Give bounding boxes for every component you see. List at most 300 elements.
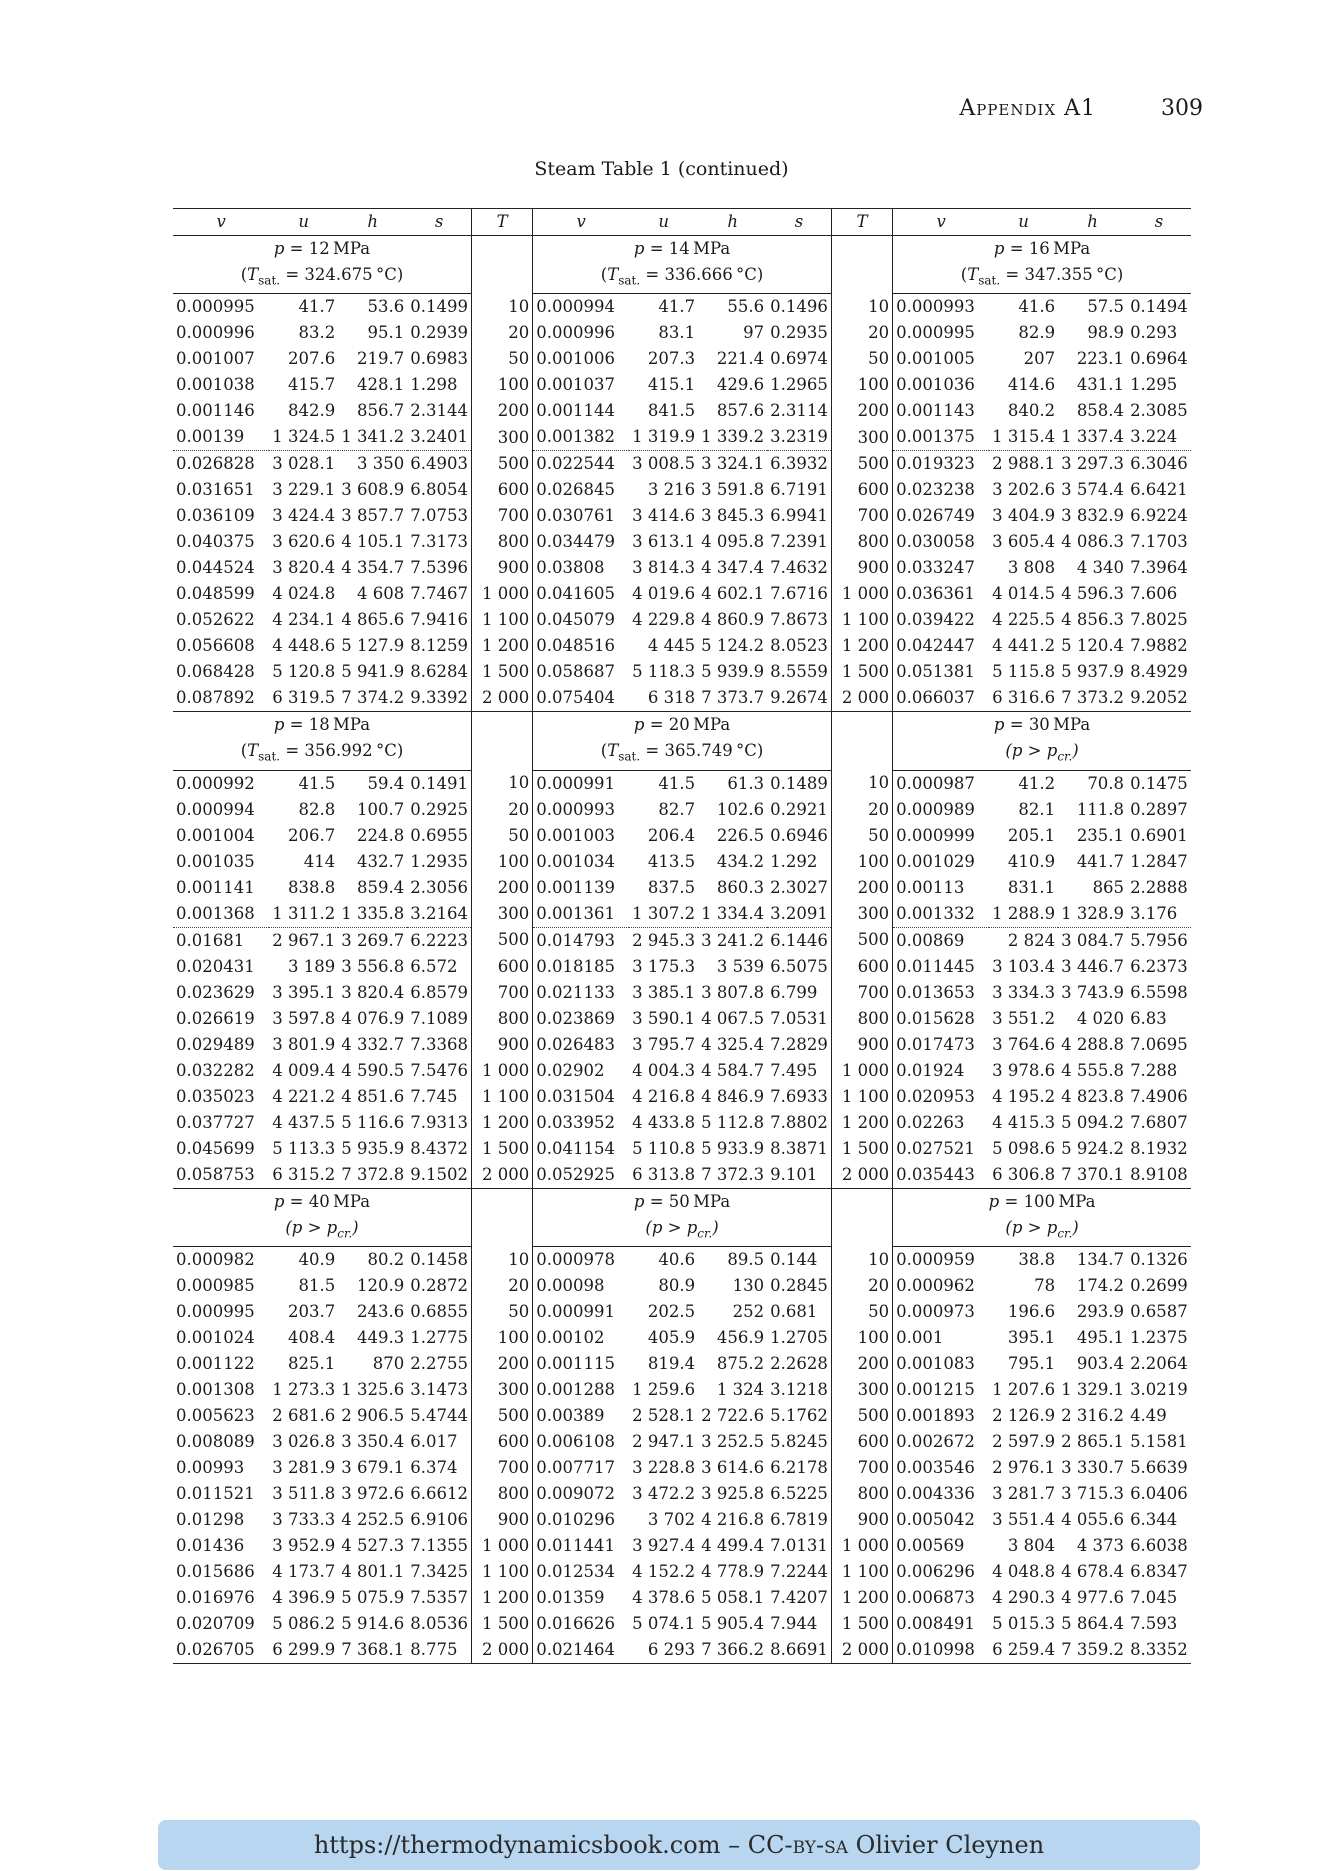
cell-T: 50 bbox=[471, 1299, 532, 1325]
cell-s: 7.593 bbox=[1130, 1613, 1178, 1633]
cell-h: 3 925.8 bbox=[701, 1483, 765, 1503]
cell-s: 0.1489 bbox=[767, 770, 831, 797]
pressure-symbol: p bbox=[633, 1191, 645, 1211]
cell-s: 8.4929 bbox=[1130, 662, 1188, 682]
pressure-value: 50 bbox=[668, 1191, 690, 1211]
cell-s: 0.6983 bbox=[407, 346, 471, 372]
cell-s: 6.6038 bbox=[1130, 1535, 1188, 1555]
pressure-symbol: p bbox=[633, 239, 645, 258]
condition-label bbox=[173, 1215, 471, 1247]
cell-u: 3 228.8 bbox=[632, 1457, 696, 1477]
cell-s: 0.2872 bbox=[407, 1273, 471, 1299]
table-row bbox=[173, 294, 1191, 321]
cell-T: 800 bbox=[831, 1481, 892, 1507]
col-s: s bbox=[407, 209, 471, 236]
cell-T: 200 bbox=[471, 398, 532, 424]
cell-s: 6.6612 bbox=[407, 1481, 471, 1507]
cell-s: 6.2223 bbox=[407, 927, 471, 954]
cell-T: 20 bbox=[471, 320, 532, 346]
cell-s: 6.8347 bbox=[1130, 1561, 1188, 1581]
cell-s: 7.3368 bbox=[407, 1032, 471, 1058]
cell-u: 207 bbox=[1023, 349, 1056, 369]
cell-h: 4 590.5 bbox=[341, 1060, 405, 1080]
cell-s: 8.4372 bbox=[407, 1136, 471, 1162]
cell-s: 0.2939 bbox=[407, 320, 471, 346]
cell-s: 1.2935 bbox=[407, 849, 471, 875]
cell-u: 6 316.6 bbox=[989, 685, 1058, 712]
cell-u: 3 424.4 bbox=[272, 506, 336, 526]
cell-T: 10 bbox=[831, 770, 892, 797]
cell-u: 40.9 bbox=[269, 1246, 338, 1273]
cell-T: 200 bbox=[471, 1351, 532, 1377]
pressure-row bbox=[173, 236, 1191, 263]
cell-s: 8.9108 bbox=[1127, 1162, 1191, 1189]
cell-h: 3 084.7 bbox=[1058, 927, 1127, 954]
cell-h: 80.2 bbox=[338, 1246, 407, 1273]
cell-u: 1 273.3 bbox=[272, 1379, 336, 1399]
cell-v: 0.001141 bbox=[176, 877, 255, 897]
cell-u: 2 126.9 bbox=[992, 1405, 1056, 1425]
cell-h: 7 368.1 bbox=[338, 1637, 407, 1664]
cell-s: 1.292 bbox=[767, 849, 831, 875]
cell-h: 100.7 bbox=[356, 799, 405, 819]
cell-s: 7.3425 bbox=[407, 1559, 471, 1585]
cell-v: 0.000959 bbox=[893, 1246, 989, 1273]
cell-h: 5 864.4 bbox=[1061, 1613, 1125, 1633]
cell-s: 6.5598 bbox=[1130, 982, 1188, 1002]
cell-s: 7.606 bbox=[1130, 584, 1178, 604]
cell-T: 700 bbox=[471, 503, 532, 529]
cell-h: 7 373.7 bbox=[698, 685, 767, 712]
cell-u: 2 597.9 bbox=[992, 1431, 1056, 1451]
cell-h: 3 591.8 bbox=[701, 480, 765, 500]
cell-h: 4 340 bbox=[1076, 558, 1125, 578]
temperature-spacer bbox=[471, 1215, 532, 1247]
cell-h: 4 846.9 bbox=[701, 1086, 765, 1106]
condition-label bbox=[893, 1215, 1191, 1247]
cell-s: 8.6284 bbox=[407, 659, 471, 685]
cell-v: 0.041605 bbox=[536, 584, 615, 604]
cell-v: 0.018185 bbox=[536, 956, 615, 976]
cell-u: 207.3 bbox=[647, 349, 696, 369]
cell-v: 0.010296 bbox=[536, 1509, 615, 1529]
cell-v: 0.026705 bbox=[173, 1637, 269, 1664]
cell-s: 5.7956 bbox=[1127, 927, 1191, 954]
cell-v: 0.011441 bbox=[536, 1535, 615, 1555]
cell-u: 6 313.8 bbox=[629, 1162, 698, 1189]
table-row bbox=[173, 503, 1191, 529]
cell-h: 856.7 bbox=[356, 401, 405, 421]
cell-T: 1 500 bbox=[471, 659, 532, 685]
cell-T: 1 200 bbox=[471, 633, 532, 659]
cell-v: 0.001893 bbox=[896, 1405, 975, 1425]
cell-v: 0.023238 bbox=[896, 480, 975, 500]
col-h: h bbox=[1058, 209, 1127, 236]
cell-u: 4 024.8 bbox=[272, 584, 336, 604]
cell-u: 207.6 bbox=[287, 349, 336, 369]
cell-s: 8.1259 bbox=[407, 633, 471, 659]
cell-s: 7.0753 bbox=[407, 503, 471, 529]
cell-h: 2 906.5 bbox=[341, 1405, 405, 1425]
cell-v: 0.036109 bbox=[176, 506, 255, 526]
cell-s: 1.2965 bbox=[767, 372, 831, 398]
table-row bbox=[173, 1058, 1191, 1084]
cell-T: 1 100 bbox=[831, 607, 892, 633]
cell-u: 408.4 bbox=[287, 1327, 336, 1347]
table-row bbox=[173, 1084, 1191, 1110]
cell-v: 0.016626 bbox=[536, 1613, 615, 1633]
cell-h: 5 124.2 bbox=[701, 636, 765, 656]
cell-u: 3 814.3 bbox=[632, 558, 696, 578]
cell-T: 2 000 bbox=[471, 1162, 532, 1189]
cell-h: 860.3 bbox=[716, 877, 765, 897]
table-row bbox=[173, 320, 1191, 346]
cell-u: 3 385.1 bbox=[632, 982, 696, 1002]
table-row bbox=[173, 954, 1191, 980]
cell-u: 4 448.6 bbox=[272, 636, 336, 656]
tsat-symbol: $T_{sat.}$ bbox=[967, 265, 1001, 288]
cell-v: 0.020431 bbox=[176, 956, 255, 976]
temperature-spacer bbox=[471, 236, 532, 263]
cell-T: 300 bbox=[471, 901, 532, 928]
cell-s: 0.6587 bbox=[1130, 1301, 1188, 1321]
cell-h: 5 941.9 bbox=[341, 662, 405, 682]
cell-T: 10 bbox=[471, 770, 532, 797]
cell-T: 10 bbox=[471, 1246, 532, 1273]
temperature-spacer bbox=[831, 262, 892, 294]
cell-v: 0.001034 bbox=[536, 851, 615, 871]
cell-T: 1 100 bbox=[471, 1084, 532, 1110]
cell-T: 500 bbox=[831, 451, 892, 478]
cell-h: 3 574.4 bbox=[1061, 480, 1125, 500]
cell-u: 196.6 bbox=[1007, 1301, 1056, 1321]
cell-h: 3 556.8 bbox=[341, 956, 405, 976]
pressure-label: p = 18 MPa bbox=[173, 712, 471, 739]
cell-T: 50 bbox=[831, 1299, 892, 1325]
cell-v: 0.001368 bbox=[176, 903, 255, 923]
cell-u: 3 175.3 bbox=[632, 956, 696, 976]
cell-T: 1 500 bbox=[471, 1611, 532, 1637]
cell-v: 0.015686 bbox=[176, 1561, 255, 1581]
cell-s: 3.176 bbox=[1130, 903, 1178, 923]
cell-s: 8.3352 bbox=[1127, 1637, 1191, 1664]
cell-u: 4 441.2 bbox=[992, 636, 1056, 656]
cell-v: 0.048516 bbox=[536, 636, 615, 656]
cell-v: 0.02902 bbox=[536, 1060, 605, 1080]
table-row bbox=[173, 451, 1191, 478]
column-header-row bbox=[173, 209, 1191, 236]
cell-v: 0.016976 bbox=[176, 1587, 255, 1607]
col-s: s bbox=[1127, 209, 1191, 236]
cell-s: 0.144 bbox=[767, 1246, 831, 1273]
cell-v: 0.026749 bbox=[896, 506, 975, 526]
tsat-value: 356.992 bbox=[304, 741, 373, 761]
cell-v: 0.00869 bbox=[893, 927, 989, 954]
cell-s: 7.6716 bbox=[767, 581, 831, 607]
pressure-symbol: p bbox=[273, 239, 285, 258]
cell-v: 0.000993 bbox=[896, 297, 975, 317]
cell-h: 875.2 bbox=[716, 1353, 765, 1373]
cell-u: 3 189 bbox=[287, 956, 336, 976]
footer-author: Olivier Cleynen bbox=[848, 1831, 1045, 1859]
cell-h: 4 067.5 bbox=[701, 1008, 765, 1028]
col-v: v bbox=[893, 209, 989, 236]
cell-T: 600 bbox=[831, 1429, 892, 1455]
footer-separator: – bbox=[720, 1831, 748, 1859]
cell-v: 0.087892 bbox=[173, 685, 269, 712]
cell-u: 82.9 bbox=[1018, 323, 1056, 343]
cell-s: 2.2628 bbox=[767, 1351, 831, 1377]
cell-s: 6.83 bbox=[1130, 1008, 1167, 1028]
cell-T: 1 000 bbox=[471, 581, 532, 607]
cell-h: 1 329.1 bbox=[1061, 1379, 1125, 1399]
pressure-label: p = 16 MPa bbox=[993, 239, 1091, 258]
cell-u: 3 927.4 bbox=[632, 1535, 696, 1555]
cell-v: 0.001037 bbox=[536, 375, 615, 395]
cell-v: 0.052925 bbox=[533, 1162, 629, 1189]
cell-s: 7.6807 bbox=[1130, 1112, 1188, 1132]
cell-s: 7.745 bbox=[407, 1084, 471, 1110]
cell-s: 0.2935 bbox=[767, 320, 831, 346]
cell-v: 0.026483 bbox=[536, 1034, 615, 1054]
temperature-spacer bbox=[831, 236, 892, 263]
cell-h: 3 972.6 bbox=[341, 1483, 405, 1503]
cell-s: 6.799 bbox=[767, 980, 831, 1006]
cell-v: 0.001215 bbox=[896, 1379, 975, 1399]
table-row bbox=[173, 372, 1191, 398]
cell-u: 41.5 bbox=[658, 773, 696, 793]
pressure-row bbox=[173, 712, 1191, 739]
cell-u: 4 225.5 bbox=[992, 610, 1056, 630]
table-row bbox=[173, 346, 1191, 372]
cell-h: 4 332.7 bbox=[341, 1034, 405, 1054]
cell-u: 3 202.6 bbox=[992, 480, 1056, 500]
cell-u: 5 118.3 bbox=[632, 662, 696, 682]
cell-T: 300 bbox=[831, 901, 892, 928]
cell-v: 0.000962 bbox=[896, 1275, 975, 1295]
cell-v: 0.011521 bbox=[176, 1483, 255, 1503]
temperature-spacer bbox=[471, 738, 532, 770]
cell-T: 200 bbox=[831, 875, 892, 901]
temperature-spacer bbox=[831, 712, 892, 739]
table-row bbox=[173, 659, 1191, 685]
table-row bbox=[173, 1533, 1191, 1559]
cell-v: 0.000991 bbox=[536, 773, 615, 793]
cell-h: 5 120.4 bbox=[1061, 636, 1125, 656]
cell-T: 1 200 bbox=[831, 633, 892, 659]
cell-h: 5 075.9 bbox=[341, 1587, 405, 1607]
table-row bbox=[173, 823, 1191, 849]
cell-h: 858.4 bbox=[1076, 401, 1125, 421]
cell-s: 0.2845 bbox=[767, 1273, 831, 1299]
cell-h: 98.9 bbox=[1087, 323, 1125, 343]
cell-h: 4 347.4 bbox=[701, 558, 765, 578]
cell-s: 7.0531 bbox=[767, 1006, 831, 1032]
cell-v: 0.033247 bbox=[896, 558, 975, 578]
tsat-value: 347.355 bbox=[1024, 265, 1093, 284]
cell-s: 0.2921 bbox=[767, 797, 831, 823]
cell-s: 1.2775 bbox=[407, 1325, 471, 1351]
cell-v: 0.058753 bbox=[173, 1162, 269, 1189]
cell-v: 0.052622 bbox=[176, 610, 255, 630]
cell-h: 434.2 bbox=[716, 851, 765, 871]
cell-v: 0.008491 bbox=[896, 1613, 975, 1633]
cell-u: 819.4 bbox=[647, 1353, 696, 1373]
cell-v: 0.020953 bbox=[896, 1086, 975, 1106]
cell-s: 6.8054 bbox=[407, 477, 471, 503]
cell-v: 0.039422 bbox=[896, 610, 975, 630]
cell-v: 0.000985 bbox=[176, 1275, 255, 1295]
table-row bbox=[173, 477, 1191, 503]
cell-s: 0.293 bbox=[1130, 323, 1178, 343]
cell-h: 432.7 bbox=[356, 851, 405, 871]
cell-u: 3 008.5 bbox=[629, 451, 698, 478]
cell-u: 841.5 bbox=[647, 401, 696, 421]
cell-u: 4 173.7 bbox=[272, 1561, 336, 1581]
cell-s: 6.017 bbox=[407, 1429, 471, 1455]
cell-u: 3 216 bbox=[647, 480, 696, 500]
cell-v: 0.01298 bbox=[176, 1509, 245, 1529]
cell-s: 7.5357 bbox=[407, 1585, 471, 1611]
cell-h: 102.6 bbox=[716, 799, 765, 819]
cell-u: 4 009.4 bbox=[272, 1060, 336, 1080]
cell-u: 83.2 bbox=[298, 323, 336, 343]
pressure-symbol: p bbox=[633, 715, 645, 735]
table-row bbox=[173, 1481, 1191, 1507]
cell-T: 900 bbox=[831, 1032, 892, 1058]
cell-h: 55.6 bbox=[727, 297, 765, 317]
cell-s: 9.1502 bbox=[407, 1162, 471, 1189]
cell-u: 205.1 bbox=[1007, 825, 1056, 845]
cell-v: 0.006296 bbox=[896, 1561, 975, 1581]
cell-T: 600 bbox=[831, 954, 892, 980]
cell-h: 4 105.1 bbox=[341, 532, 405, 552]
cell-s: 7.2244 bbox=[767, 1559, 831, 1585]
cell-h: 7 372.3 bbox=[698, 1162, 767, 1189]
cell-T: 800 bbox=[471, 1481, 532, 1507]
cell-T: 800 bbox=[831, 529, 892, 555]
cell-u: 202.5 bbox=[647, 1301, 696, 1321]
tsat-symbol: $T_{sat.}$ bbox=[607, 741, 641, 764]
col-T: T bbox=[471, 209, 532, 236]
cell-u: 840.2 bbox=[1007, 401, 1056, 421]
cell-h: 5 935.9 bbox=[341, 1138, 405, 1158]
cell-T: 1 100 bbox=[831, 1559, 892, 1585]
cell-u: 3 590.1 bbox=[632, 1008, 696, 1028]
cell-s: 0.1494 bbox=[1130, 297, 1188, 317]
cell-v: 0.001003 bbox=[536, 825, 615, 845]
cell-s: 5.6639 bbox=[1130, 1457, 1188, 1477]
cell-T: 600 bbox=[471, 1429, 532, 1455]
pressure-value: 14 bbox=[668, 239, 690, 258]
cell-s: 6.0406 bbox=[1130, 1483, 1188, 1503]
cell-h: 130 bbox=[732, 1275, 765, 1295]
cell-s: 7.4906 bbox=[1130, 1086, 1188, 1106]
cell-h: 5 914.6 bbox=[341, 1613, 405, 1633]
cell-h: 1 339.2 bbox=[701, 427, 765, 447]
cell-s: 0.6946 bbox=[767, 823, 831, 849]
cell-T: 700 bbox=[831, 1455, 892, 1481]
cell-u: 414 bbox=[303, 851, 336, 871]
pressure-label: p = 20 MPa bbox=[533, 712, 832, 739]
cell-T: 100 bbox=[831, 849, 892, 875]
cell-s: 7.6933 bbox=[767, 1084, 831, 1110]
cell-u: 837.5 bbox=[647, 877, 696, 897]
cell-v: 0.045079 bbox=[536, 610, 615, 630]
cell-T: 700 bbox=[831, 503, 892, 529]
table-row bbox=[173, 1006, 1191, 1032]
cell-v: 0.034479 bbox=[536, 532, 615, 552]
pressure-symbol: p bbox=[273, 1191, 285, 1211]
cell-u: 1 319.9 bbox=[632, 427, 696, 447]
cell-h: 3 715.3 bbox=[1061, 1483, 1125, 1503]
cell-v: 0.000991 bbox=[536, 1301, 615, 1321]
cell-v: 0.02263 bbox=[896, 1112, 965, 1132]
cell-h: 224.8 bbox=[356, 825, 405, 845]
cell-s: 2.2888 bbox=[1130, 877, 1188, 897]
cell-s: 8.6691 bbox=[767, 1637, 831, 1664]
cell-h: 3 679.1 bbox=[341, 1457, 405, 1477]
cell-T: 200 bbox=[831, 398, 892, 424]
cell-u: 2 967.1 bbox=[269, 927, 338, 954]
table-row bbox=[173, 398, 1191, 424]
cell-v: 0.000996 bbox=[176, 323, 255, 343]
cell-T: 200 bbox=[831, 1351, 892, 1377]
cell-v: 0.026845 bbox=[536, 480, 615, 500]
cell-v: 0.01436 bbox=[176, 1535, 245, 1555]
cell-h: 226.5 bbox=[716, 825, 765, 845]
cell-u: 40.6 bbox=[629, 1246, 698, 1273]
cell-h: 4 778.9 bbox=[701, 1561, 765, 1581]
table-row bbox=[173, 1299, 1191, 1325]
cell-u: 80.9 bbox=[658, 1275, 696, 1295]
condition-label: ($T_{sat.} = 336.666$ °C) bbox=[533, 262, 832, 294]
cell-v: 0.013653 bbox=[896, 982, 975, 1002]
supercritical-note: $(p > p_{cr.})$ bbox=[285, 1217, 359, 1240]
cell-v: 0.032282 bbox=[176, 1060, 255, 1080]
cell-T: 50 bbox=[831, 346, 892, 372]
cell-u: 3 511.8 bbox=[272, 1483, 336, 1503]
cell-u: 4 195.2 bbox=[992, 1086, 1056, 1106]
cell-u: 6 315.2 bbox=[269, 1162, 338, 1189]
col-h: h bbox=[698, 209, 767, 236]
cell-h: 870 bbox=[372, 1353, 405, 1373]
cell-u: 3 229.1 bbox=[272, 480, 336, 500]
cell-h: 4 801.1 bbox=[341, 1561, 405, 1581]
cell-h: 5 939.9 bbox=[701, 662, 765, 682]
cell-h: 4 076.9 bbox=[341, 1008, 405, 1028]
cell-h: 7 370.1 bbox=[1058, 1162, 1127, 1189]
cell-h: 293.9 bbox=[1076, 1301, 1125, 1321]
footer-url[interactable]: https://thermodynamicsbook.com bbox=[313, 1831, 721, 1859]
temperature-spacer bbox=[831, 1188, 892, 1215]
cell-u: 2 824 bbox=[989, 927, 1058, 954]
cell-u: 3 472.2 bbox=[632, 1483, 696, 1503]
cell-h: 4 252.5 bbox=[341, 1509, 405, 1529]
cell-v: 0.000995 bbox=[896, 323, 975, 343]
cell-h: 2 316.2 bbox=[1061, 1405, 1125, 1425]
cell-v: 0.030761 bbox=[536, 506, 615, 526]
condition-label: ($T_{sat.} = 324.675$ °C) bbox=[173, 262, 471, 294]
cell-u: 838.8 bbox=[287, 877, 336, 897]
cell-T: 300 bbox=[831, 1377, 892, 1403]
table-row bbox=[173, 770, 1191, 797]
cell-v: 0.03808 bbox=[536, 558, 605, 578]
cell-h: 4 865.6 bbox=[341, 610, 405, 630]
table-row bbox=[173, 875, 1191, 901]
cell-u: 81.5 bbox=[298, 1275, 336, 1295]
cell-h: 5 094.2 bbox=[1061, 1112, 1125, 1132]
